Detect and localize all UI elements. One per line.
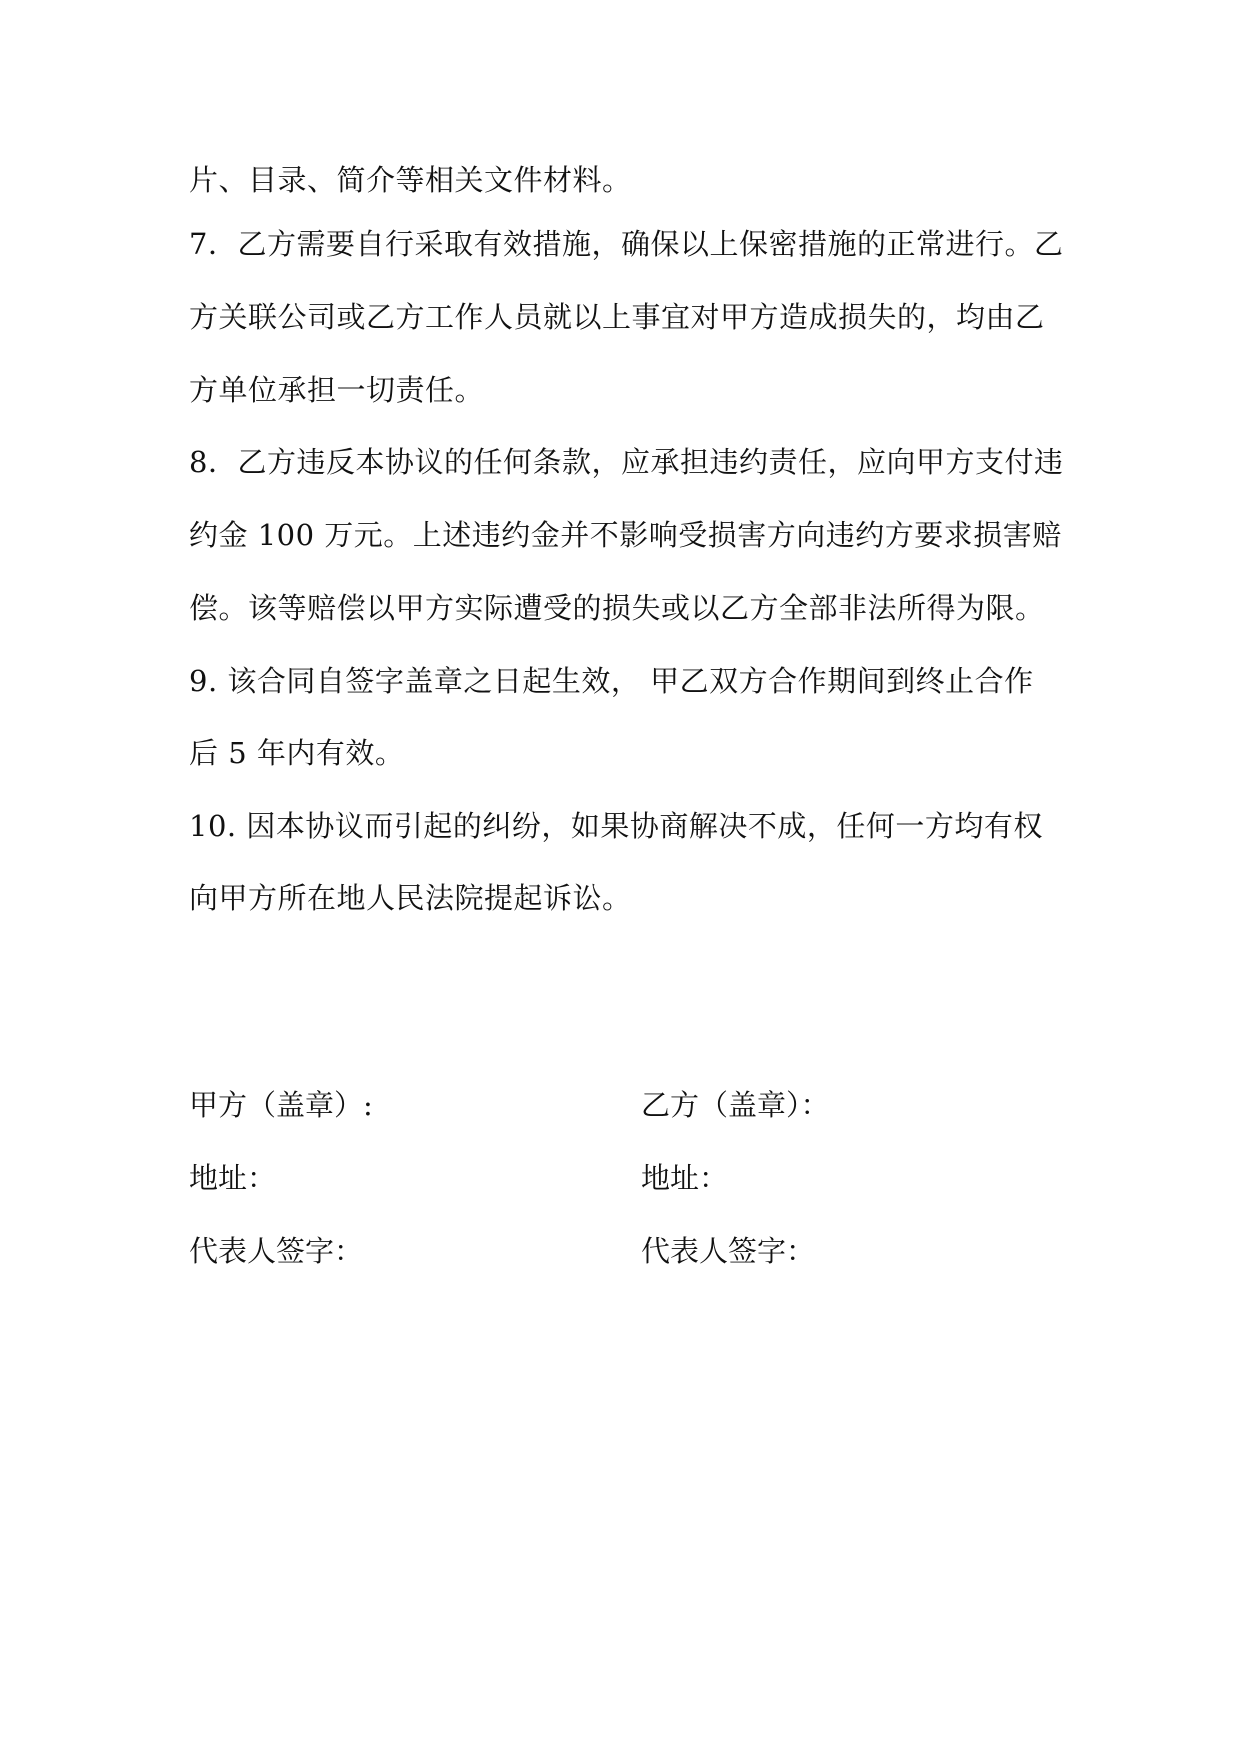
- party-b-representative-label: 代表人签字：: [641, 1234, 816, 1268]
- party-b-address-label: 地址：: [641, 1161, 729, 1195]
- party-b-seal-label: 乙方（盖章）：: [641, 1088, 830, 1122]
- paragraph-line: 10. 因本协议而引起的纠纷，如果协商解决不成，任何一方均有权: [189, 809, 1043, 843]
- paragraph-line: 约金 100 万元。上述违约金并不影响受损害方向违约方要求损害赔: [189, 518, 1062, 552]
- paragraph-line: 偿。该等赔偿以甲方实际遭受的损失或以乙方全部非法所得为限。: [189, 591, 1045, 625]
- paragraph-line: 方单位承担一切责任。: [189, 373, 485, 407]
- paragraph-line: 方关联公司或乙方工作人员就以上事宜对甲方造成损失的，均由乙: [189, 300, 1045, 334]
- paragraph-line: 片、目录、简介等相关文件材料。: [189, 163, 632, 197]
- party-a-representative-label: 代表人签字：: [189, 1234, 364, 1268]
- paragraph-line: 8．乙方违反本协议的任何条款，应承担违约责任，应向甲方支付违: [189, 445, 1064, 479]
- paragraph-line: 9. 该合同自签字盖章之日起生效， 甲乙双方合作期间到终止合作: [189, 664, 1034, 698]
- party-a-seal-label: 甲方（盖章）:: [189, 1088, 373, 1122]
- paragraph-line: 后 5 年内有效。: [189, 736, 405, 770]
- party-a-address-label: 地址：: [189, 1161, 277, 1195]
- paragraph-line: 向甲方所在地人民法院提起诉讼。: [189, 881, 632, 915]
- paragraph-line: 7．乙方需要自行采取有效措施，确保以上保密措施的正常进行。乙: [189, 227, 1064, 261]
